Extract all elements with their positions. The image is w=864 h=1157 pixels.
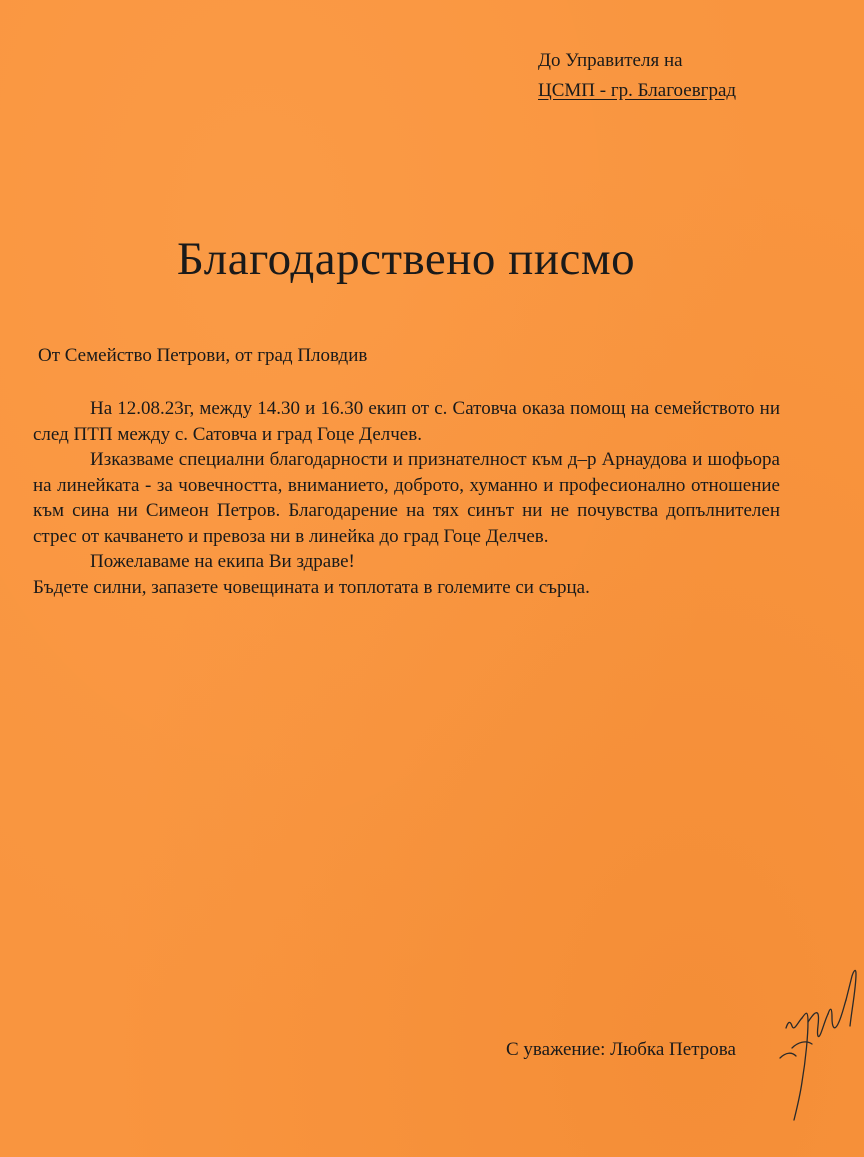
from-line: От Семейство Петрови, от град Пловдив xyxy=(38,345,368,366)
addressee-line-2: ЦСМП - гр. Благоевград xyxy=(538,80,737,101)
addressee-line-1: До Управителя на xyxy=(538,50,683,71)
closing-signoff: С уважение: Любка Петрова xyxy=(506,1039,736,1060)
paragraph-closing-wish: Бъдете силни, запазете човещината и топлотата в големите си сърца. xyxy=(33,576,590,598)
addressee-block xyxy=(538,46,736,106)
letter-body xyxy=(33,396,780,600)
paragraph-gratitude: Изказваме специални благодарности и признателност към д–р Арнаудова и шофьора на линейката - за човечността, вниманието, доброто, хуманно и професионално отношение към сина ни Симеон Петров. Благодарение на тях синът ни не почувства допълнителен стрес от качването и превоза ни в линейка до град Гоце Делчев. xyxy=(33,449,780,547)
paragraph-wishes: Пожелаваме на екипа Ви здраве! xyxy=(90,551,355,572)
handwritten-signature xyxy=(772,962,864,1122)
letter-title: Благодарствено писмо xyxy=(176,233,636,285)
paragraph-incident: На 12.08.23г, между 14.30 и 16.30 екип от с. Сатовча оказа помощ на семейството ни след ПТП между с. Сатовча и град Гоце Делчев. xyxy=(33,398,780,445)
